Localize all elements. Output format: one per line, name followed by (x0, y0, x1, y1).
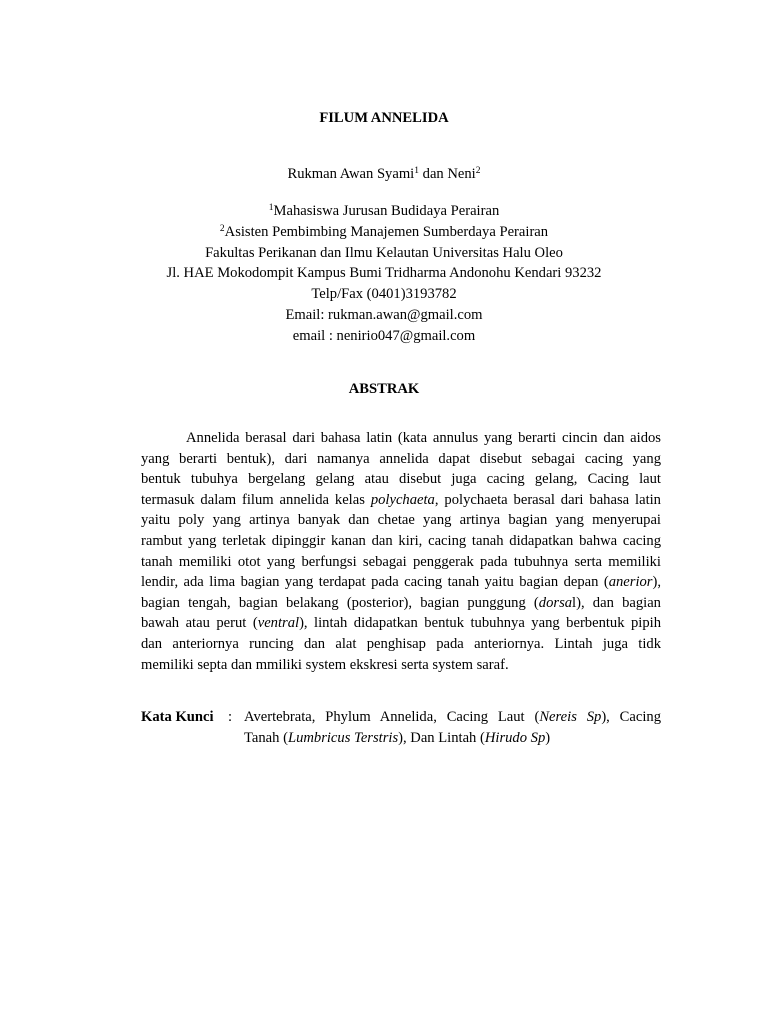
keywords-label: Kata Kunci (141, 709, 214, 725)
affiliation-email-1: Email: rukman.awan@gmail.com (285, 306, 483, 323)
author-sup-2: 2 (475, 166, 481, 176)
abstract-text: bagian tengah, bagian belakang (posterior), bagian punggung ( (141, 594, 539, 611)
keywords-italic-term: Nereis Sp (539, 709, 602, 725)
keywords-text: ), Cacing (601, 709, 661, 725)
abstract-line (141, 572, 661, 593)
abstract-text: ), (652, 574, 661, 591)
author-line (0, 166, 768, 183)
affiliation-line-2 (0, 222, 768, 243)
abstract-line: tanah memiliki otot yang berfungsi sebagai penggerak pada tubuhnya serta memiliki (141, 553, 661, 570)
abstract-line: dan anteriornya runcing dan alat penghisap pada anteriornya. Lintah juga tidk (141, 635, 661, 652)
affiliation-address: Jl. HAE Mokodompit Kampus Bumi Tridharma Andonohu Kendari 93232 (166, 265, 602, 282)
author-connector: dan Neni (419, 166, 476, 182)
abstract-line: memiliki septa dan mmiliki system ekskresi serta system saraf. (141, 656, 509, 673)
keywords-italic-term: Hirudo Sp (484, 730, 546, 746)
abstract-italic-term: polychaeta (370, 491, 435, 508)
abstract-line (141, 593, 661, 614)
abstract-line: rambut yang terletak dipinggir kanan dan kiri, cacing tanah didapatkan bahwa cacing (141, 532, 661, 549)
abstract-text: bawah atau perut ( (141, 615, 258, 632)
abstract-line: yaitu poly yang artinya banyak dan chetae yang artinya bagian yang menyerupai (141, 512, 661, 529)
affiliation-block (0, 201, 768, 347)
keywords-row-1 (141, 707, 661, 728)
author-sup-1: 1 (414, 166, 419, 176)
abstract-text: lendir, ada lima bagian yang terdapat pada cacing tanah yaitu bagian depan ( (141, 574, 609, 591)
abstract-text: l), dan bagian (572, 594, 661, 611)
author-name-1: Rukman Awan Syami (287, 166, 415, 182)
affiliation-text-1: Mahasiswa Jurusan Budidaya Perairan (273, 203, 500, 219)
keywords-text-1 (244, 707, 661, 728)
keywords-italic-term: Lumbricus Terstris (287, 730, 399, 746)
abstract-text: , polychaeta berasal dari bahasa latin (434, 491, 661, 508)
affiliation-sup-1: 1 (268, 203, 274, 213)
abstract-line (141, 490, 661, 511)
keywords-text: Avertebrata, Phylum Annelida, Cacing Laut ( (244, 709, 540, 725)
affiliation-text-2: Asisten Pembimbing Manajemen Sumberdaya Perairan (224, 223, 549, 240)
keywords-row-2 (141, 728, 661, 749)
abstract-line: Annelida berasal dari bahasa latin (kata annulus yang berarti cincin dan aidos (186, 430, 661, 446)
keywords-text: Tanah ( (244, 730, 288, 746)
affiliation-phone: Telp/Fax (0401)3193782 (311, 286, 457, 303)
abstract-text: ), lintah didapatkan bentuk tubuhnya yang berbentuk pipih (299, 615, 661, 632)
keywords-text-2 (244, 728, 661, 749)
affiliation-faculty: Fakultas Perikanan dan Ilmu Kelautan Universitas Halu Oleo (205, 244, 563, 261)
document-title: FILUM ANNELIDA (319, 110, 449, 126)
abstract-italic-term: dorsa (538, 594, 573, 611)
keywords-text: ) (545, 730, 551, 746)
abstract-italic-term: ventral (257, 615, 300, 632)
affiliation-line-1 (0, 201, 768, 222)
affiliation-email-2: email : nenirio047@gmail.com (292, 327, 476, 344)
affiliation-sup-2: 2 (219, 223, 225, 234)
keywords-colon: : (228, 709, 233, 725)
abstract-paragraph (141, 428, 661, 675)
abstract-line (141, 613, 661, 634)
abstract-line: yang berarti bentuk), dari namanya annelida dapat disebut sebagai cacing yang (141, 450, 661, 467)
abstract-italic-term: anerior (608, 574, 653, 591)
abstract-heading: ABSTRAK (348, 381, 420, 397)
abstract-line: bentuk tubuhya bergelang gelang atau disebut juga cacing gelang, Cacing laut (141, 471, 661, 488)
keywords-text: ), Dan Lintah ( (398, 730, 485, 746)
keywords-block (141, 707, 661, 749)
abstract-text: termasuk dalam filum annelida kelas (141, 491, 371, 508)
